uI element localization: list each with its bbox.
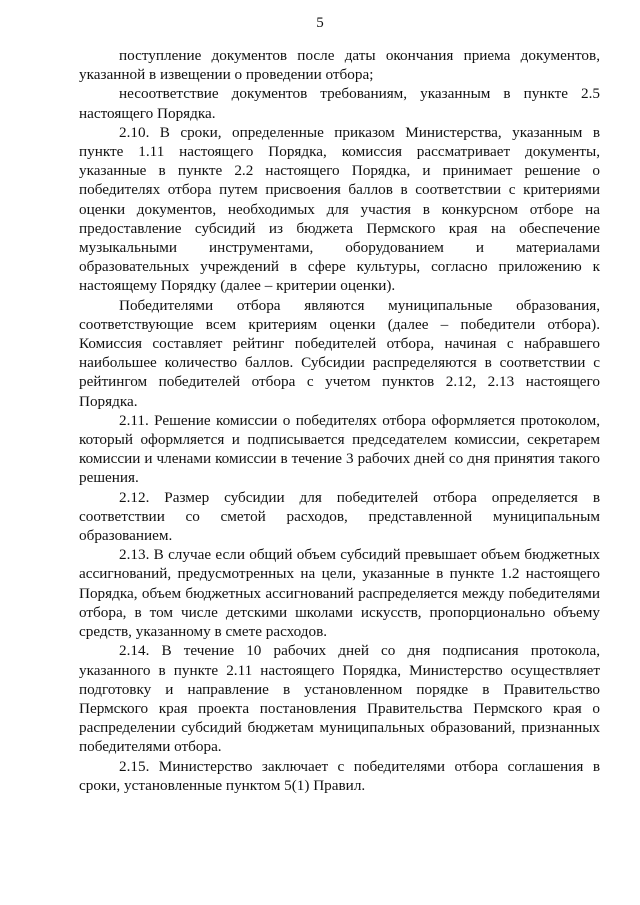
paragraph-2-15: 2.15. Министерство заключает с победителями отбора соглашения в сроки, установленные пунктом 5(1) Правил. bbox=[79, 757, 600, 794]
paragraph-2-13: 2.13. В случае если общий объем субсидий превышает объем бюджетных ассигнований, предусмотренных на цели, указанные в пункте 1.2 настоящего Порядка, объем бюджетных ассигнований распределяется между победителями отбора, в том числе детскими школами искусств, пропорционально объему средств, указанному в смете расходов. bbox=[79, 546, 600, 641]
paragraph-2-11: 2.11. Решение комиссии о победителях отбора оформляется протоколом, который оформляется и подписывается председателем комиссии, секретарем комиссии и членами комиссии в течение 3 рабочих дней со дня принятия такого решения. bbox=[79, 411, 600, 487]
paragraph-receipt-after-deadline: поступление документов после даты окончания приема документов, указанной в извещении о проведении отбора; bbox=[79, 47, 600, 84]
paragraph-winners-definition: Победителями отбора являются муниципальные образования, соответствующие всем критериям оценки (далее – победители отбора). Комиссия составляет рейтинг победителей отбора, начиная с набравшего наибольшее количество баллов. Субсидии распределяются в соответствии с рейтингом победителей отбора с учетом пунктов 2.12, 2.13 настоящего Порядка. bbox=[79, 296, 600, 410]
page-number: 5 bbox=[316, 15, 324, 31]
paragraph-documents-noncompliance: несоответствие документов требованиям, указанным в пункте 2.5 настоящего Порядка. bbox=[79, 85, 600, 122]
document-body bbox=[79, 46, 600, 795]
paragraph-2-10: 2.10. В сроки, определенные приказом Министерства, указанным в пункте 1.11 настоящего Порядка, комиссия рассматривает документы, указанные в пункте 2.2 настоящего Порядка, и принимает решение о победителях отбора путем присвоения баллов в соответствии с критериями оценки документов, необходимых для участия в конкурсном отборе на предоставление субсидий из бюджета Пермского края на обеспечение музыкальными инструментами, оборудованием и материалами образовательных учреждений в сфере культуры, согласно приложению к настоящему Порядку (далее – критерии оценки). bbox=[79, 123, 600, 295]
paragraph-2-12: 2.12. Размер субсидии для победителей отбора определяется в соответствии со сметой расходов, представленной муниципальным образованием. bbox=[79, 488, 600, 545]
paragraph-2-14: 2.14. В течение 10 рабочих дней со дня подписания протокола, указанного в пункте 2.11 настоящего Порядка, Министерство осуществляет подготовку и направление в установленном порядке в Правительство Пермского края проекта постановления Правительства Пермского края о распределении субсидий бюджетам муниципальных образований, признанных победителями отбора. bbox=[79, 642, 600, 756]
